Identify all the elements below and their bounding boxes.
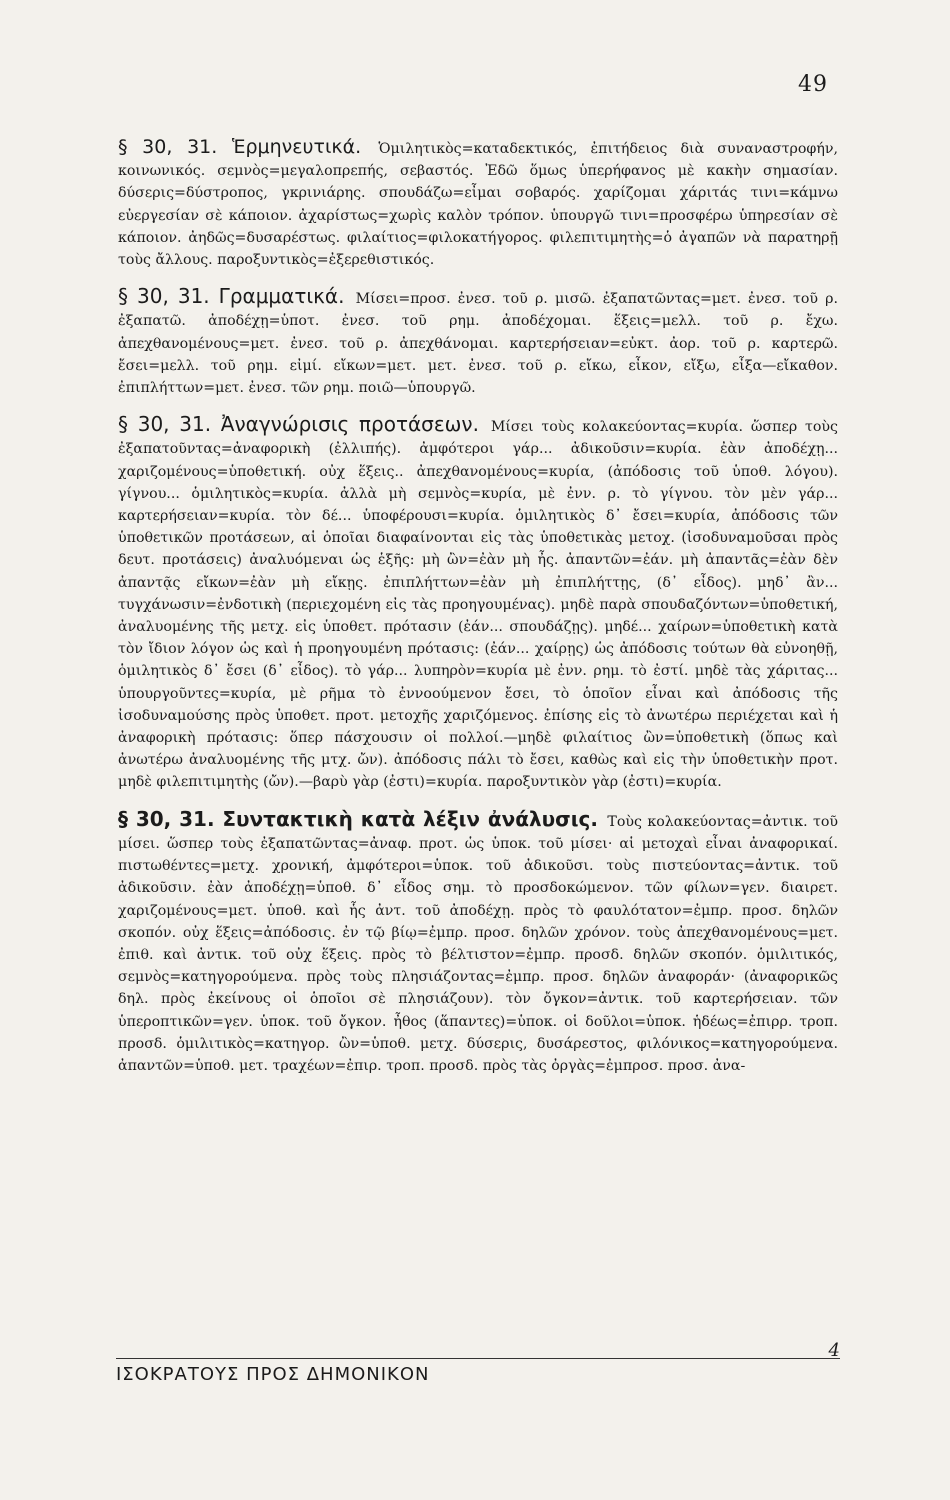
section-syntax-analysis: [118, 808, 838, 1077]
footer-divider: [116, 1358, 840, 1359]
section-paragraph: [118, 136, 838, 271]
section-clause-recognition: [118, 413, 838, 793]
page-body: [118, 136, 838, 1091]
section-heading: § 30, 31. Ἀναγνώρισις προτάσεων.: [118, 412, 479, 437]
section-text: Μίσει τοὺς κολακεύοντας=κυρία. ὥσπερ τοὺς ἐξαπατοῦντας=ἀναφορικὴ (ἐλλιπής). ἀμφότεροι γάρ... ἀδικοῦσιν=κυρία. ἐὰν ἀποδέχῃ... χαριζομένους=ὑποθετική. οὐχ ἕξεις.. ἀπεχθανομένους=κυρία, (ἀπόδοσις τοῦ ὑποθ. λόγου). γίγνου... ὁμιλητικὸς=κυρία. ἀλλὰ μὴ σεμνὸς=κυρία, μὲ ἐνν. ρ. τὸ γίγνου. τὸν μὲν γάρ... καρτερήσειαν=κυρία. τὸν δέ... ὑποφέρουσι=κυρία. ὁμιλητικὸς δ᾿ ἔσει=κυρία, ἀπόδοσις τῶν ὑποθετικῶν προτάσεων, αἱ ὁποῖαι διαφαίνονται εἰς τὰς ὑποθετικὰς μετοχ. (ἰσοδυναμοῦσαι πρὸς δευτ. προτάσεις) ἀναλυόμεναι ὡς ἑξῆς: μὴ ὢν=ἐὰν μὴ ἦς. ἀπαντῶν=ἐάν. μὴ ἀπαντᾶς=ἐὰν δὲν ἀπαντᾷς εἴκων=ἐὰν μὴ εἴκῃς. ἐπιπλήττων=ἐὰν μὴ ἐπιπλήττῃς, (δ᾿ εἶδος). μηδ᾿ ἂν... τυγχάνωσιν=ἐνδοτικὴ (περιεχομένη εἰς τὰς προηγουμένας). μηδὲ παρὰ σπουδαζόντων=ὑποθετική, ἀναλυομένης τῆς μετχ. εἰς ὑποθετ. πρότασιν (ἐάν... σπουδάζῃς). μηδέ... χαίρων=ὑποθετικὴ κατὰ τὸν ἴδιον λόγον ὡς καὶ ἡ προηγουμένη πρότασις: (ἐάν... χαίρῃς) ὡς ἀπόδοσις τούτων θὰ εὐνοηθῇ, ὁμιλητικὸς δ᾿ ἔσει (δ᾿ εἶδος). τὸ γάρ... λυπηρὸν=κυρία μὲ ἐνν. ρημ. τὸ ἐστί. μηδὲ τὰς χάριτας... ὑπουργοῦντες=κυρία, μὲ ρῆμα τὸ ἐννοούμενον ἔσει, τὸ ὁποῖον εἶναι καὶ ἀπόδοσις τῆς ἰσοδυναμούσης πρὸς ὑποθετ. προτ. μετοχῆς χαριζόμενος. ἐπίσης εἰς τὸ ἀνωτέρω περιέχεται καὶ ἡ ἀναφορικὴ πρότασις: ὅπερ πάσχουσιν οἱ πολλοί.—μηδὲ φιλαίτιος ὢν=ὑποθετικὴ (ὅπως καὶ ἀνωτέρω ἀναλυομένης τῆς μτχ. ὤν). ἀπόδοσις πάλι τὸ ἔσει, καθὼς καὶ εἰς τὴν ὑποθετικὴν προτ. μηδὲ φιλεπιτιμητὴς (ὤν).—βαρὺ γὰρ (ἐστι)=κυρία. παροξυντικὸν γὰρ (ἐστι)=κυρία.: [118, 419, 838, 791]
section-paragraph: [118, 413, 838, 793]
section-text: Τοὺς κολακεύοντας=ἀντικ. τοῦ μίσει. ὥσπερ τοὺς ἐξαπατῶντας=ἀναφ. προτ. ὡς ὑποκ. τοῦ μίσει· αἱ μετοχαὶ εἶναι ἀναφορικαί. πιστωθέντες=μετχ. χρονική, ἀμφότεροι=ὑποκ. τοῦ ἀδικοῦσι. τοὺς πιστεύοντας=ἀντικ. τοῦ ἀδικοῦσιν. ἐὰν ἀποδέχῃ=ὑποθ. δ᾿ εἶδος σημ. τὸ προσδοκώμενον. τῶν φίλων=γεν. διαιρετ. χαριζομένους=μετ. ὑποθ. καὶ ἧς ἀντ. τοῦ ἀποδέχῃ. πρὸς τὸ φαυλότατον=ἐμπρ. προσ. δηλῶν σκοπόν. οὐχ ἕξεις=ἀπόδοσις. ἐν τῷ βίῳ=ἐμπρ. προσ. δηλῶν χρόνον. τοὺς ἀπεχθανομένους=μετ. ἐπιθ. καὶ ἀντικ. τοῦ οὐχ ἕξεις. πρὸς τὸ βέλτιστον=ἐμπρ. προσδ. δηλῶν σκοπόν. ὁμιλιτικός, σεμνὸς=κατηγορούμενα. πρὸς τοὺς πλησιάζοντας=ἐμπρ. προσ. δηλῶν ἀναφοράν· (ἀναφορικῶς δηλ. πρὸς ἐκείνους οἱ ὁποῖοι σὲ πλησιάζουν). τὸν ὄγκον=ἀντικ. τοῦ καρτερήσειαν. τῶν ὑπεροπτικῶν=γεν. ὑποκ. τοῦ ὄγκον. ἦθος (ἅπαντες)=ὑποκ. οἱ δοῦλοι=ὑποκ. ἡδέως=ἐπιρρ. τροπ. προσδ. ὁμιλιτικὸς=κατηγορ. ὢν=ὑποθ. μετχ. δύσερις, δυσάρεστος, φιλόνικος=κατηγορούμενα. ἀπαντῶν=ὑποθ. μετ. τραχέων=ἐπιρ. τροπ. προσδ. πρὸς τὰς ὀργὰς=ἐμπροσ. προσ. ἀνα-: [118, 813, 838, 1074]
section-heading: § 30, 31. Συντακτικὴ κατὰ λέξιν ἀνάλυσις.: [118, 806, 598, 831]
running-title: ΙΣΟΚΡΑΤΟΥΣ ΠΡΟΣ ΔΗΜΟΝΙΚΟΝ: [116, 1364, 430, 1385]
section-paragraph: [118, 808, 838, 1077]
page-footer: [116, 1340, 840, 1385]
section-text: Μίσει=προσ. ἐνεσ. τοῦ ρ. μισῶ. ἐξαπατῶντας=μετ. ἐνεσ. τοῦ ρ. ἐξαπατῶ. ἀποδέχῃ=ὑποτ. ἐνεσ. τοῦ ρημ. ἀποδέχομαι. ἕξεις=μελλ. τοῦ ρ. ἔχω. ἀπεχθανομένους=μετ. ἐνεσ. τοῦ ρ. ἀπεχθάνομαι. καρτερήσειαν=εὐκτ. ἀορ. τοῦ ρ. καρτερῶ. ἔσει=μελλ. τοῦ ρημ. εἰμί. εἴκων=μετ. μετ. ἐνεσ. τοῦ ρ. εἴκω, εἶκον, εἴξω, εἶξα—εἴκαθον. ἐπιπλήττων=μετ. ἐνεσ. τῶν ρημ. ποιῶ—ὑπουργῶ.: [118, 291, 839, 397]
section-paragraph: [118, 285, 838, 399]
section-heading: § 30, 31. Γραμματικά.: [118, 284, 345, 309]
section-grammar: [118, 285, 838, 399]
section-heading: § 30, 31. Ἑρμηνευτικά.: [118, 136, 362, 158]
page-number: 49: [798, 72, 828, 97]
section-hermeneutics: [118, 136, 838, 271]
signature-mark: 4: [828, 1340, 840, 1361]
section-text: Ὁμιλητικὸς=καταδεκτικός, ἐπιτήδειος διὰ συναναστροφήν, κοινωνικός. σεμνὸς=μεγαλοπρεπής, σεβαστός. Ἐδῶ ὅμως ὑπερήφανος μὲ κακὴν σημασίαν. δύσερις=δύστροπος, γκρινιάρης. σπουδάζω=εἶμαι σοβαρός. χαρίζομαι χάριτάς τινι=κάμνω εὐεργεσίαν σὲ κάποιον. ἀχαρίστως=χωρὶς καλὸν τρόπον. ὑπουργῶ τινι=προσφέρω ὑπηρεσίαν σὲ κάποιον. ἀηδῶς=δυσαρέστως. φιλαίτιος=φιλοκατήγορος. φιλεπιτιμητὴς=ὁ ἀγαπῶν νὰ παρατηρῇ τοὺς ἄλλους. παροξυντικὸς=ἐξερεθιστικός.: [118, 141, 839, 269]
